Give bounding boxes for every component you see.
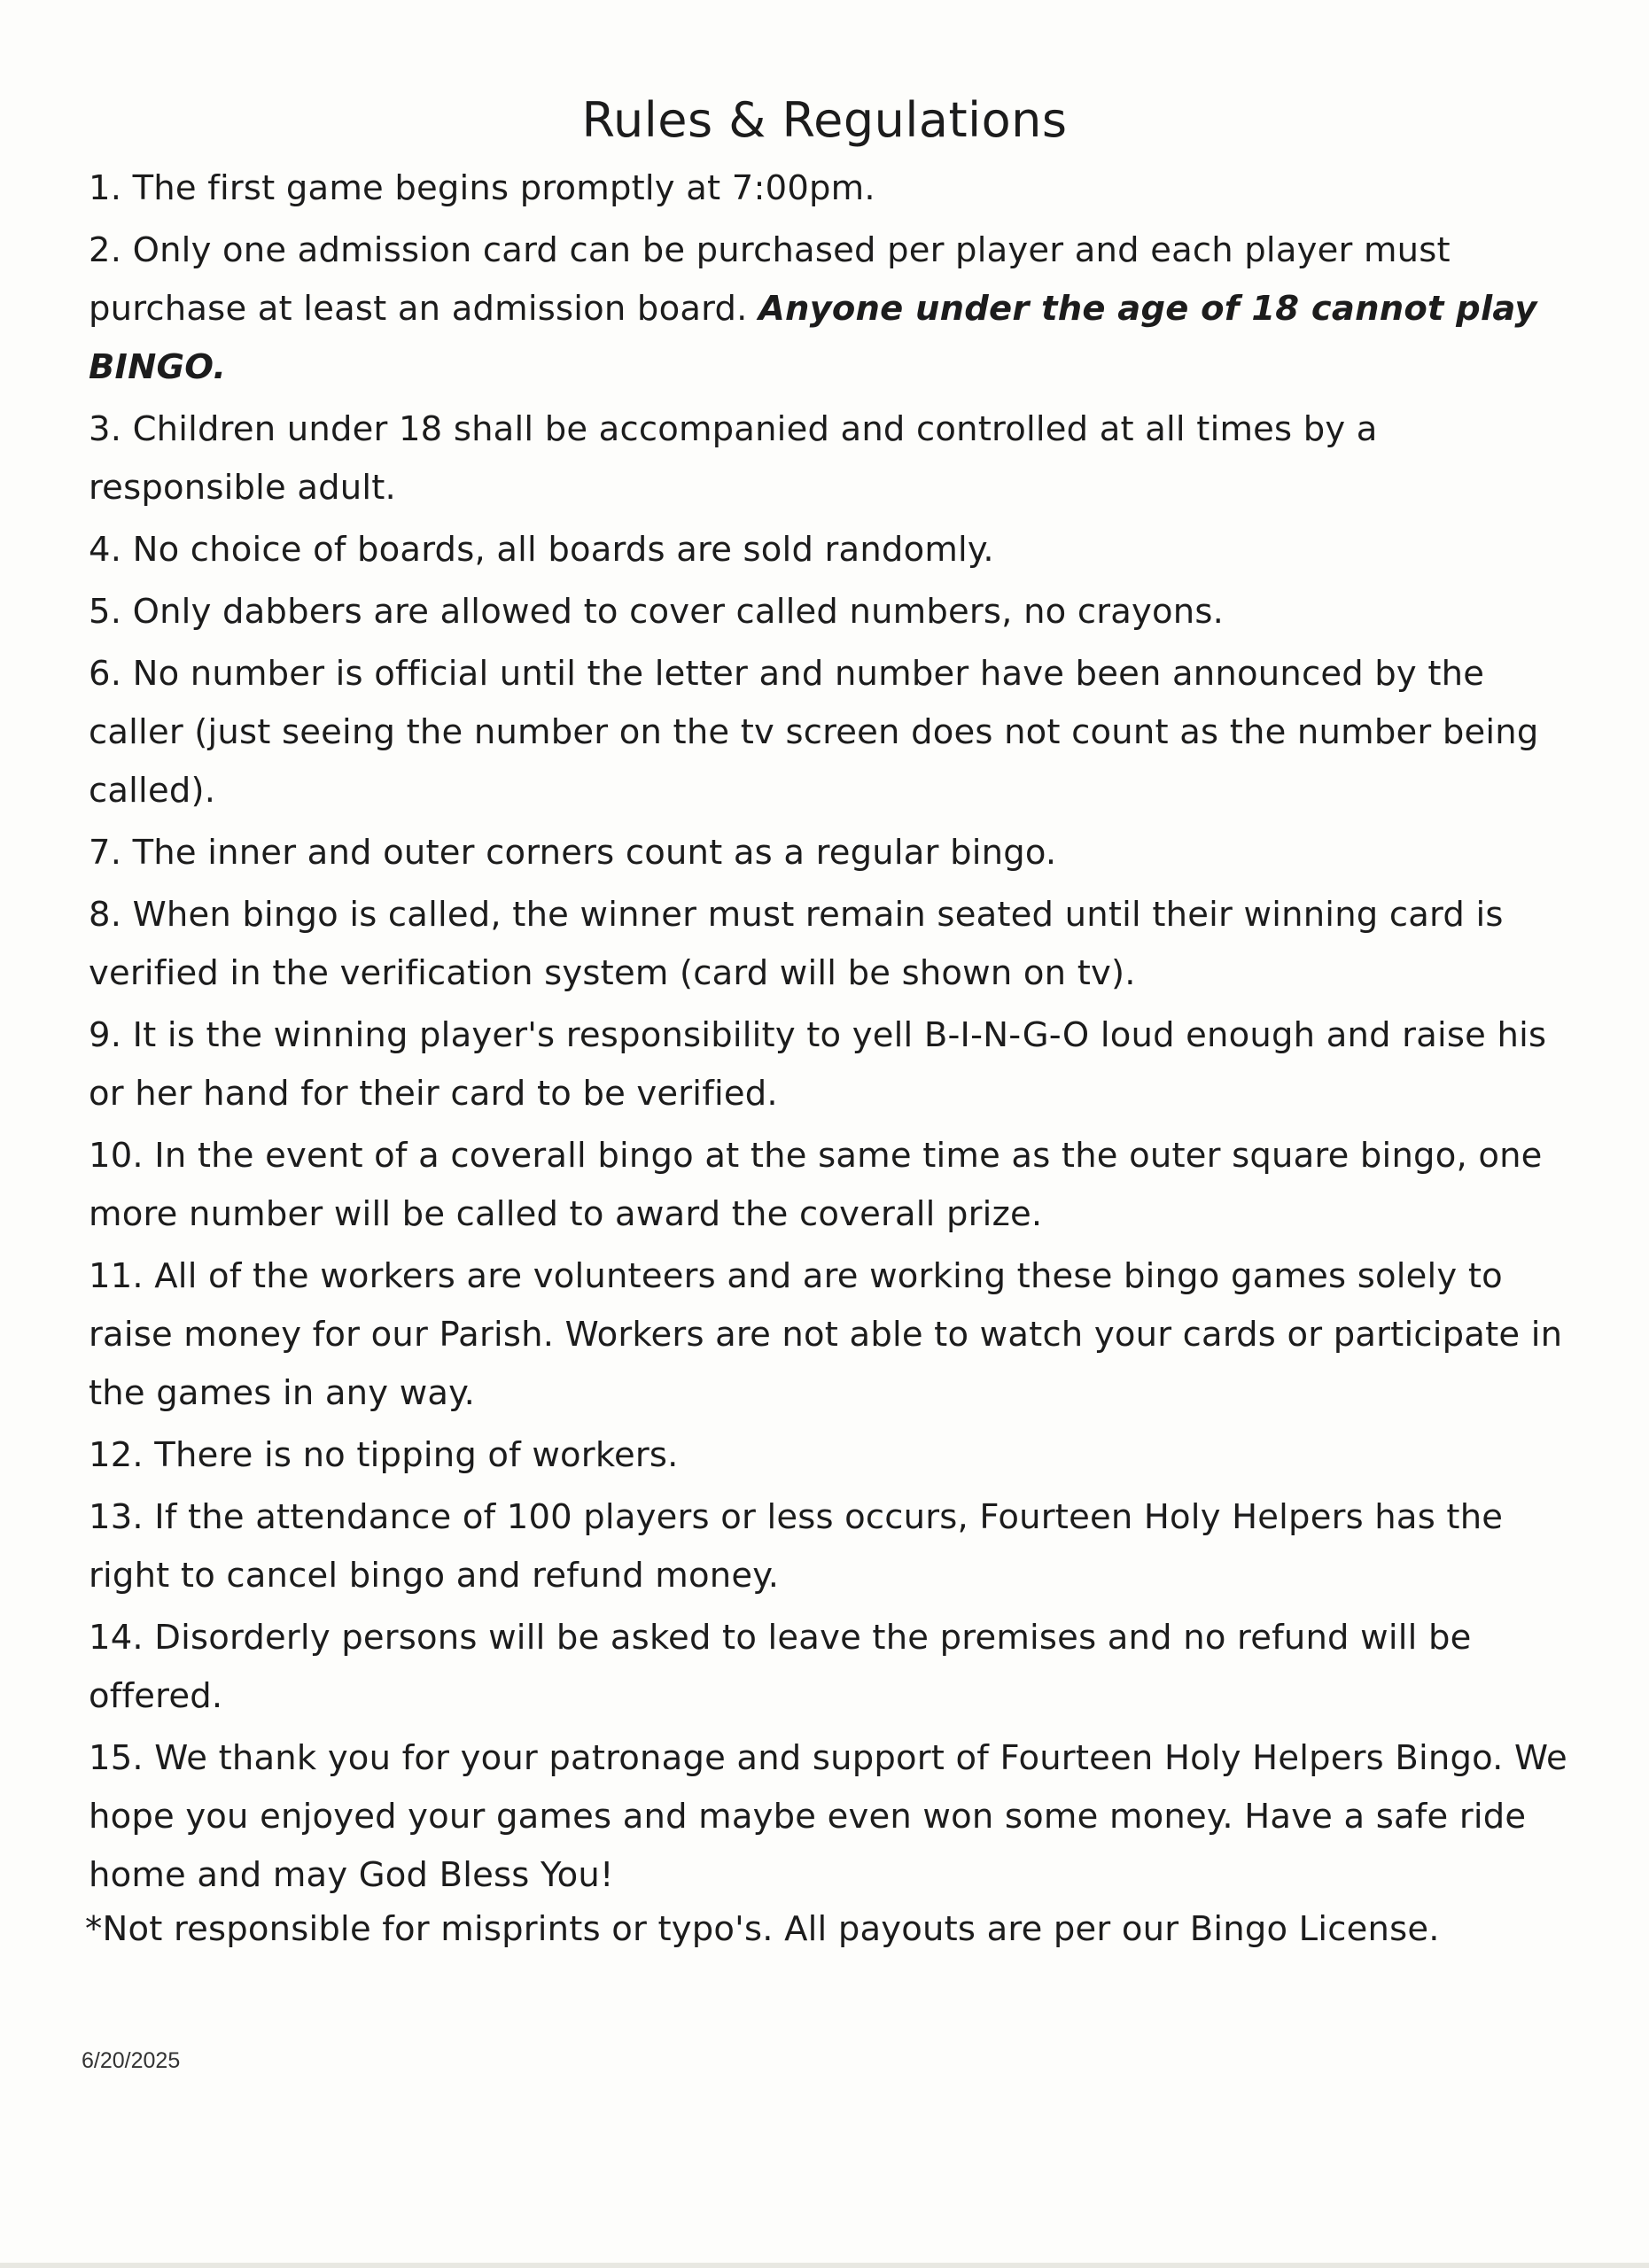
rule-text: 10. In the event of a coverall bingo at the same time as the outer square bingo, one more number will be called to award the coverall prize. [89, 1136, 1543, 1234]
scan-edge-divider [0, 2263, 1649, 2268]
rule-item [89, 221, 1577, 397]
rule-item [89, 1247, 1577, 1423]
rule-item [89, 886, 1577, 1003]
rule-text: 6. No number is official until the letter and number have been announced by the caller (just seeing the number on the tv screen does not count as the number being called). [89, 654, 1539, 811]
rule-item [89, 583, 1577, 641]
rule-text: 4. No choice of boards, all boards are sold randomly. [89, 530, 994, 570]
rule-text: 2. Only one admission card can be purchased per player and each player must purchase at least an admission board. [89, 230, 1451, 329]
rules-list [89, 159, 1577, 1908]
rule-text: 1. The first game begins promptly at 7:00pm. [89, 168, 875, 208]
rule-item [89, 1729, 1577, 1905]
rule-text: 7. The inner and outer corners count as a regular bingo. [89, 833, 1057, 873]
rule-item [89, 645, 1577, 820]
page-title: Rules & Regulations [581, 92, 1068, 148]
rule-item [89, 1127, 1577, 1244]
rule-text: 12. There is no tipping of workers. [89, 1435, 679, 1475]
rule-item [89, 824, 1577, 882]
disclaimer-note: *Not responsible for misprints or typo's. All payouts are per our Bingo License. [85, 1909, 1440, 1949]
rule-text: 8. When bingo is called, the winner must remain seated until their winning card is verified in the verification system (card will be shown on tv). [89, 895, 1504, 993]
rule-text: 15. We thank you for your patronage and support of Fourteen Holy Helpers Bingo. We hope you enjoyed your games and maybe even won some money. Have a safe ride home and may God Bless You! [89, 1738, 1567, 1895]
rule-item [89, 1488, 1577, 1605]
rule-text: 5. Only dabbers are allowed to cover called numbers, no crayons. [89, 592, 1225, 632]
rule-text: 11. All of the workers are volunteers and are working these bingo games solely to raise money for our Parish. Workers are not able to watch your cards or participate in the games in any way. [89, 1256, 1563, 1413]
rule-item [89, 159, 1577, 218]
rule-text: 13. If the attendance of 100 players or less occurs, Fourteen Holy Helpers has the right to cancel bingo and refund money. [89, 1497, 1504, 1596]
document-date: 6/20/2025 [82, 2048, 181, 2073]
rule-text: 9. It is the winning player's responsibility to yell B-I-N-G-O loud enough and raise his or her hand for their card to be verified. [89, 1015, 1547, 1114]
rule-item [89, 521, 1577, 579]
rule-item [89, 1609, 1577, 1726]
age-restriction-note: Anyone under the age of 18 cannot play BINGO. [89, 289, 1537, 387]
rule-item [89, 400, 1577, 517]
rule-item [89, 1006, 1577, 1123]
rule-text: 3. Children under 18 shall be accompanied and controlled at all times by a responsible adult. [89, 409, 1378, 508]
rule-item [89, 1426, 1577, 1485]
rule-text: 14. Disorderly persons will be asked to leave the premises and no refund will be offered. [89, 1618, 1472, 1716]
